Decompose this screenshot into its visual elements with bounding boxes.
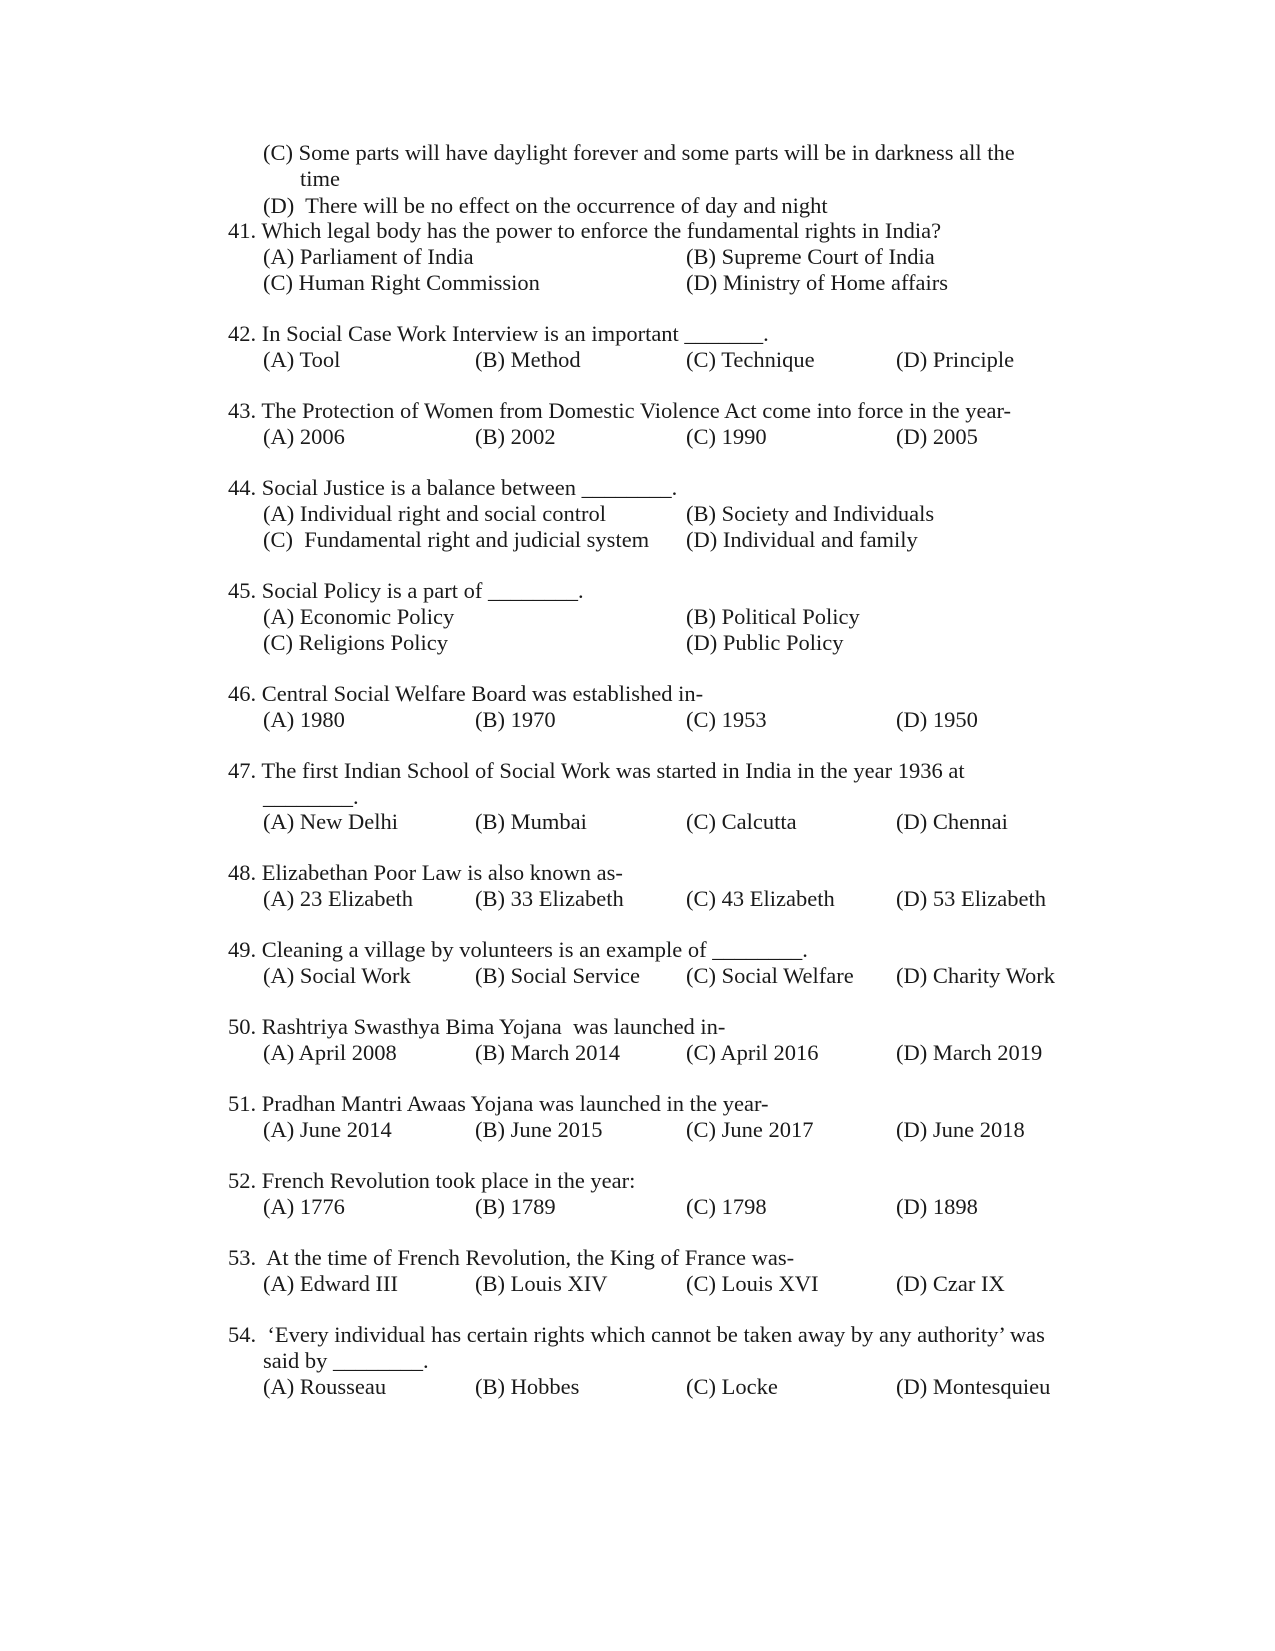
option-45-b: (B) Political Policy xyxy=(686,604,860,629)
option-48-c: (C) 43 Elizabeth xyxy=(686,886,835,911)
option-41-a: (A) Parliament of India xyxy=(263,244,474,269)
question-54: 54. ‘Every individual has certain rights which cannot be taken away by any authority’ was xyxy=(228,1322,1045,1347)
option-51-b: (B) June 2015 xyxy=(475,1117,603,1142)
option-52-a: (A) 1776 xyxy=(263,1194,345,1219)
option-43-d: (D) 2005 xyxy=(896,424,978,449)
option-49-a: (A) Social Work xyxy=(263,963,411,988)
question-48: 48. Elizabethan Poor Law is also known as- xyxy=(228,860,623,885)
option-45-c: (C) Religions Policy xyxy=(263,630,448,655)
option-42-c: (C) Technique xyxy=(686,347,815,372)
option-50-c: (C) April 2016 xyxy=(686,1040,819,1065)
option-44-b: (B) Society and Individuals xyxy=(686,501,935,526)
option-45-a: (A) Economic Policy xyxy=(263,604,455,629)
question-51: 51. Pradhan Mantri Awaas Yojana was launched in the year- xyxy=(228,1091,769,1116)
option-52-b: (B) 1789 xyxy=(475,1194,556,1219)
option-41-b: (B) Supreme Court of India xyxy=(686,244,935,269)
question-43: 43. The Protection of Women from Domestic Violence Act come into force in the year- xyxy=(228,398,1012,423)
option-43-c: (C) 1990 xyxy=(686,424,767,449)
option-48-b: (B) 33 Elizabeth xyxy=(475,886,624,911)
option-53-a: (A) Edward III xyxy=(263,1271,398,1296)
option-54-b: (B) Hobbes xyxy=(475,1374,580,1399)
option-53-d: (D) Czar IX xyxy=(896,1271,1005,1296)
option-40-d: (D) There will be no effect on the occurrence of day and night xyxy=(263,193,828,218)
option-54-a: (A) Rousseau xyxy=(263,1374,387,1399)
option-46-a: (A) 1980 xyxy=(263,707,345,732)
question-47: 47. The first Indian School of Social Work was started in India in the year 1936 at xyxy=(228,758,965,783)
option-50-d: (D) March 2019 xyxy=(896,1040,1043,1065)
option-53-b: (B) Louis XIV xyxy=(475,1271,608,1296)
option-49-c: (C) Social Welfare xyxy=(686,963,854,988)
option-41-d: (D) Ministry of Home affairs xyxy=(686,270,949,295)
option-43-b: (B) 2002 xyxy=(475,424,556,449)
option-51-d: (D) June 2018 xyxy=(896,1117,1025,1142)
option-42-d: (D) Principle xyxy=(896,347,1015,372)
question-53: 53. At the time of French Revolution, the King of France was- xyxy=(228,1245,795,1270)
question-46: 46. Central Social Welfare Board was established in- xyxy=(228,681,704,706)
option-54-c: (C) Locke xyxy=(686,1374,778,1399)
option-42-a: (A) Tool xyxy=(263,347,341,372)
option-42-b: (B) Method xyxy=(475,347,581,372)
option-47-d: (D) Chennai xyxy=(896,809,1008,834)
option-52-c: (C) 1798 xyxy=(686,1194,767,1219)
option-46-c: (C) 1953 xyxy=(686,707,767,732)
question-45: 45. Social Policy is a part of ________. xyxy=(228,578,584,603)
option-43-a: (A) 2006 xyxy=(263,424,345,449)
option-44-c: (C) Fundamental right and judicial system xyxy=(263,527,650,552)
option-49-d: (D) Charity Work xyxy=(896,963,1055,988)
option-40-c-line1: (C) Some parts will have daylight forever and some parts will be in darkness all the xyxy=(263,140,1015,165)
option-40-c-line2: time xyxy=(300,166,340,191)
question-52: 52. French Revolution took place in the year: xyxy=(228,1168,636,1193)
option-47-a: (A) New Delhi xyxy=(263,809,398,834)
option-45-d: (D) Public Policy xyxy=(686,630,844,655)
option-46-d: (D) 1950 xyxy=(896,707,978,732)
option-41-c: (C) Human Right Commission xyxy=(263,270,540,295)
question-41: 41. Which legal body has the power to enforce the fundamental rights in India? xyxy=(228,218,942,243)
option-47-c: (C) Calcutta xyxy=(686,809,797,834)
question-47-blank: ________. xyxy=(263,784,359,809)
option-51-a: (A) June 2014 xyxy=(263,1117,392,1142)
option-50-b: (B) March 2014 xyxy=(475,1040,620,1065)
question-42: 42. In Social Case Work Interview is an important _______. xyxy=(228,321,769,346)
option-51-c: (C) June 2017 xyxy=(686,1117,814,1142)
option-47-b: (B) Mumbai xyxy=(475,809,587,834)
option-52-d: (D) 1898 xyxy=(896,1194,978,1219)
option-44-d: (D) Individual and family xyxy=(686,527,918,552)
option-49-b: (B) Social Service xyxy=(475,963,640,988)
question-54-cont: said by ________. xyxy=(263,1348,429,1373)
option-54-d: (D) Montesquieu xyxy=(896,1374,1051,1399)
option-53-c: (C) Louis XVI xyxy=(686,1271,819,1296)
option-48-d: (D) 53 Elizabeth xyxy=(896,886,1046,911)
option-50-a: (A) April 2008 xyxy=(263,1040,397,1065)
option-48-a: (A) 23 Elizabeth xyxy=(263,886,413,911)
question-44: 44. Social Justice is a balance between ________. xyxy=(228,475,678,500)
option-44-a: (A) Individual right and social control xyxy=(263,501,607,526)
question-50: 50. Rashtriya Swasthya Bima Yojana was launched in- xyxy=(228,1014,726,1039)
option-46-b: (B) 1970 xyxy=(475,707,556,732)
question-49: 49. Cleaning a village by volunteers is an example of ________. xyxy=(228,937,808,962)
